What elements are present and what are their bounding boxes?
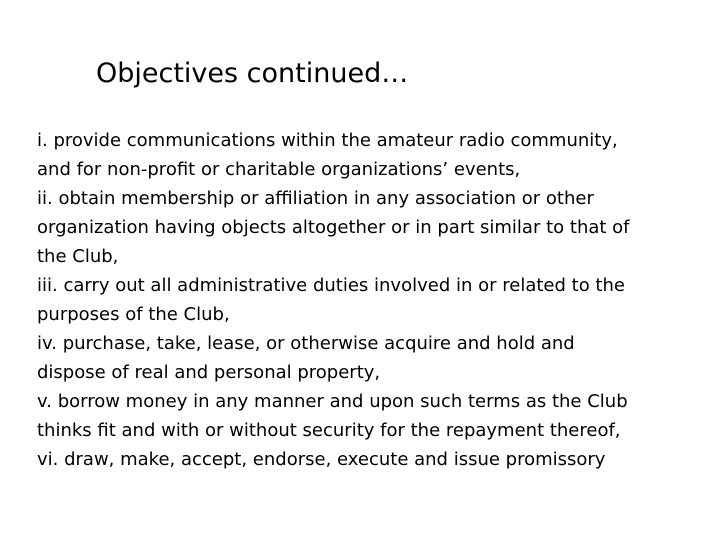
body-line: vi. draw, make, accept, endorse, execute and issue promissory <box>37 449 606 470</box>
body-line: iii. carry out all administrative duties involved in or related to the <box>37 275 625 296</box>
body-line: purposes of the Club, <box>37 304 230 325</box>
body-line: the Club, <box>37 246 119 267</box>
body-line: dispose of real and personal property, <box>37 362 381 383</box>
body-line: v. borrow money in any manner and upon such terms as the Club <box>37 391 628 412</box>
body-line: ii. obtain membership or affiliation in any association or other <box>37 188 594 209</box>
body-line: organization having objects altogether or in part similar to that of <box>37 217 630 238</box>
body-line: iv. purchase, take, lease, or otherwise acquire and hold and <box>37 333 575 354</box>
body-line: thinks fit and with or without security for the repayment thereof, <box>37 420 621 441</box>
body-line: and for non-profit or charitable organizations’ events, <box>37 159 521 180</box>
body-line: i. provide communications within the amateur radio community, <box>37 130 618 151</box>
slide-title: Objectives continued… <box>96 58 409 89</box>
slide-body <box>37 126 697 474</box>
